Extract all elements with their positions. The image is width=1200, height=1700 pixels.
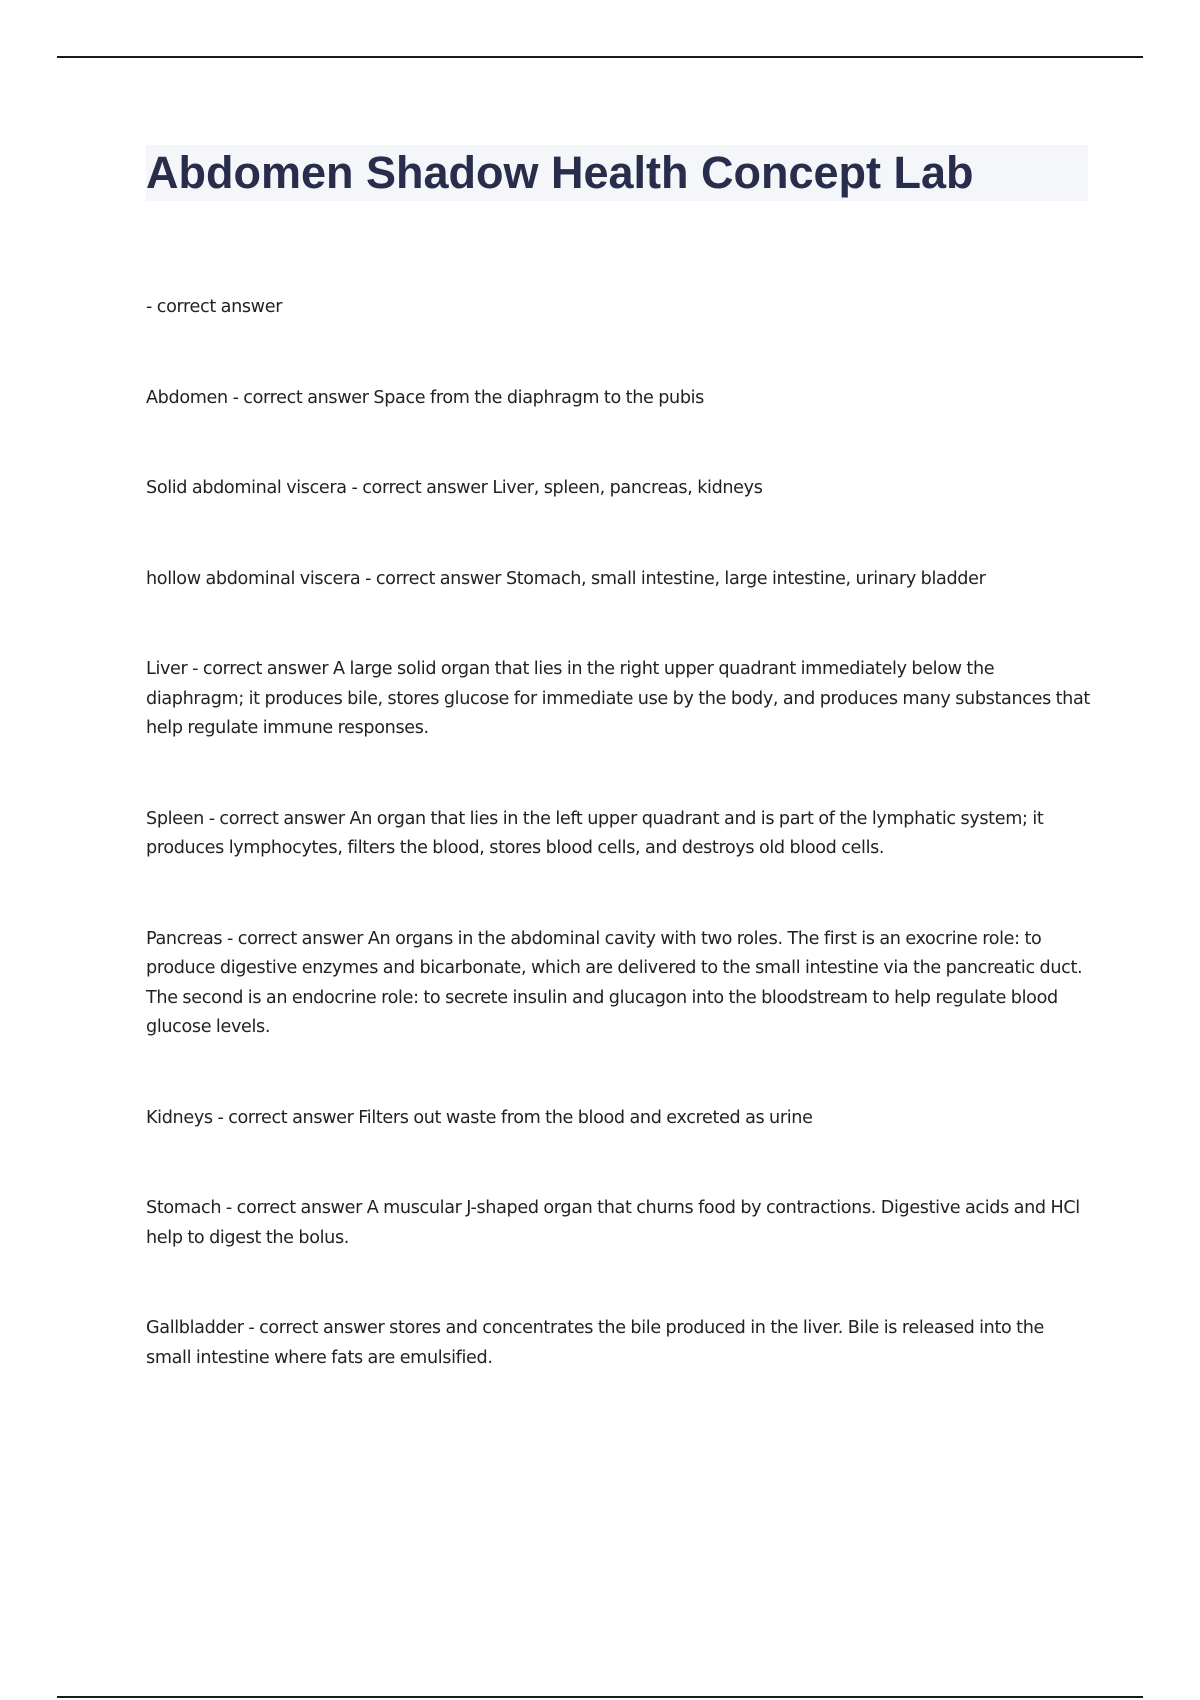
- top-rule: [57, 56, 1143, 58]
- flashcard-list: [146, 293, 1092, 1434]
- entry-marker: - correct answer: [146, 297, 283, 317]
- entry-answer: Liver, spleen, pancreas, kidneys: [492, 478, 763, 498]
- entry-marker: - correct answer: [192, 659, 329, 679]
- entry-answer: Filters out waste from the blood and excreted as urine: [358, 1107, 813, 1128]
- page-title: Abdomen Shadow Health Concept Lab: [146, 147, 974, 198]
- flashcard-entry: [146, 474, 1092, 504]
- entry-term: Kidneys: [146, 1107, 213, 1128]
- flashcard-entry: [146, 1194, 1092, 1253]
- entry-marker: - correct answer: [248, 1318, 385, 1338]
- entry-marker: - correct answer: [227, 928, 364, 949]
- flashcard-entry: [146, 565, 1092, 595]
- entry-term: Gallbladder: [146, 1318, 244, 1338]
- bottom-rule: [57, 1696, 1143, 1698]
- entry-term: Liver: [146, 659, 188, 679]
- entry-marker: - correct answer: [208, 808, 345, 829]
- entry-answer: Space from the diaphragm to the pubis: [373, 387, 704, 408]
- entry-answer: A large solid organ that lies in the right upper quadrant immediately below the diaphragm; it produces bile, stores glucose for immediate use by the body, and produces many substances that help regulate immune responses.: [146, 659, 1090, 738]
- flashcard-entry: [146, 384, 1092, 414]
- entry-answer: stores and concentrates the bile produced in the liver. Bile is released into the small intestine where fats are emulsified.: [146, 1318, 1044, 1368]
- entry-term: Pancreas: [146, 928, 223, 949]
- entry-answer: An organs in the abdominal cavity with two roles. The first is an exocrine role: to produce digestive enzymes and bicarbonate, which are delivered to the small intestine via the pancreatic duct. The second is an endocrine role: to secrete insulin and glucagon into the bloodstream to help regulate blood glucose levels.: [146, 928, 1083, 1037]
- entry-marker: - correct answer: [225, 1198, 362, 1218]
- flashcard-entry: [146, 293, 1092, 323]
- entry-marker: - correct answer: [351, 478, 488, 498]
- flashcard-entry: [146, 805, 1092, 864]
- entry-term: Spleen: [146, 808, 204, 829]
- entry-marker: - correct answer: [217, 1107, 354, 1128]
- entry-answer: Stomach, small intestine, large intestine, urinary bladder: [505, 568, 986, 589]
- entry-term: hollow abdominal viscera: [146, 568, 361, 589]
- entry-marker: - correct answer: [365, 568, 502, 589]
- entry-answer: An organ that lies in the left upper quadrant and is part of the lymphatic system; it produces lymphocytes, filters the blood, stores blood cells, and destroys old blood cells.: [146, 808, 1044, 858]
- entry-answer: A muscular J-shaped organ that churns food by contractions. Digestive acids and HCl help to digest the bolus.: [146, 1198, 1080, 1248]
- flashcard-entry: [146, 925, 1092, 1043]
- flashcard-entry: [146, 1314, 1092, 1373]
- entry-marker: - correct answer: [232, 387, 369, 408]
- entry-term: Solid abdominal viscera: [146, 478, 347, 498]
- entry-term: Stomach: [146, 1198, 222, 1218]
- entry-term: Abdomen: [146, 387, 228, 408]
- flashcard-entry: [146, 1104, 1092, 1134]
- flashcard-entry: [146, 655, 1092, 744]
